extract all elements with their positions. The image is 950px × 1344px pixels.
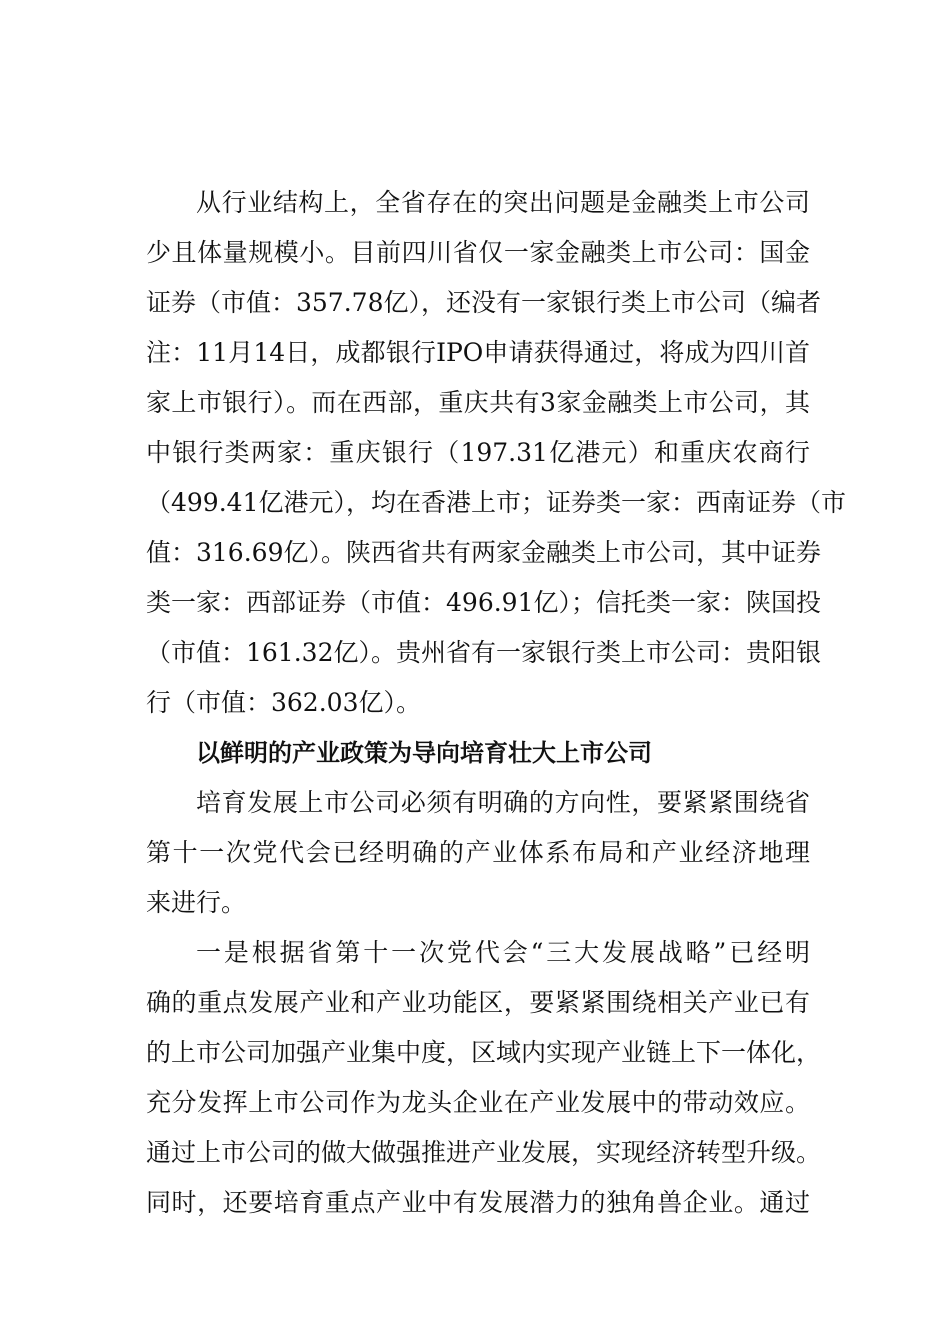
paragraph-line: 第十一次党代会已经明确的产业体系布局和产业经济地理: [146, 838, 810, 867]
section-heading: 以鲜明的产业政策为导向培育壮大上市公司: [196, 739, 652, 767]
paragraph-line: 行（市值：362.03亿）。: [146, 688, 421, 717]
paragraph-line: 一是根据省第十一次党代会“三大发展战略”已经明: [196, 938, 810, 967]
paragraph-line: 确的重点发展产业和产业功能区，要紧紧围绕相关产业已有: [146, 988, 810, 1017]
paragraph-line: 注：11月14日，成都银行IPO申请获得通过，将成为四川首: [146, 338, 810, 367]
paragraph-line: 同时，还要培育重点产业中有发展潜力的独角兽企业。通过: [146, 1188, 810, 1217]
document-body: [146, 178, 846, 1228]
paragraph-line: 值：316.69亿）。陕西省共有两家金融类上市公司，其中证券: [146, 538, 821, 567]
paragraph-line: 充分发挥上市公司作为龙头企业在产业发展中的带动效应。: [146, 1088, 810, 1117]
paragraph-line: 来进行。: [146, 888, 247, 917]
paragraph-line: 培育发展上市公司必须有明确的方向性，要紧紧围绕省: [196, 788, 810, 817]
paragraph-line: 证券（市值：357.78亿），还没有一家银行类上市公司（编者: [146, 288, 821, 317]
paragraph-line: 从行业结构上，全省存在的突出问题是金融类上市公司: [196, 188, 810, 217]
paragraph-line: 少且体量规模小。目前四川省仅一家金融类上市公司：国金: [146, 238, 810, 267]
paragraph-line: 类一家：西部证券（市值：496.91亿）；信托类一家：陕国投: [146, 588, 821, 617]
paragraph-line: 中银行类两家：重庆银行（197.31亿港元）和重庆农商行: [146, 438, 810, 467]
paragraph-line: 的上市公司加强产业集中度，区域内实现产业链上下一体化，: [146, 1038, 822, 1067]
paragraph-line: 通过上市公司的做大做强推进产业发展，实现经济转型升级。: [146, 1138, 822, 1167]
paragraph-line: 家上市银行）。而在西部，重庆共有3家金融类上市公司，其: [146, 388, 810, 417]
paragraph-line: （市值：161.32亿）。贵州省有一家银行类上市公司：贵阳银: [146, 638, 821, 667]
paragraph-line: （499.41亿港元），均在香港上市；证券类一家：西南证券（市: [146, 488, 846, 517]
